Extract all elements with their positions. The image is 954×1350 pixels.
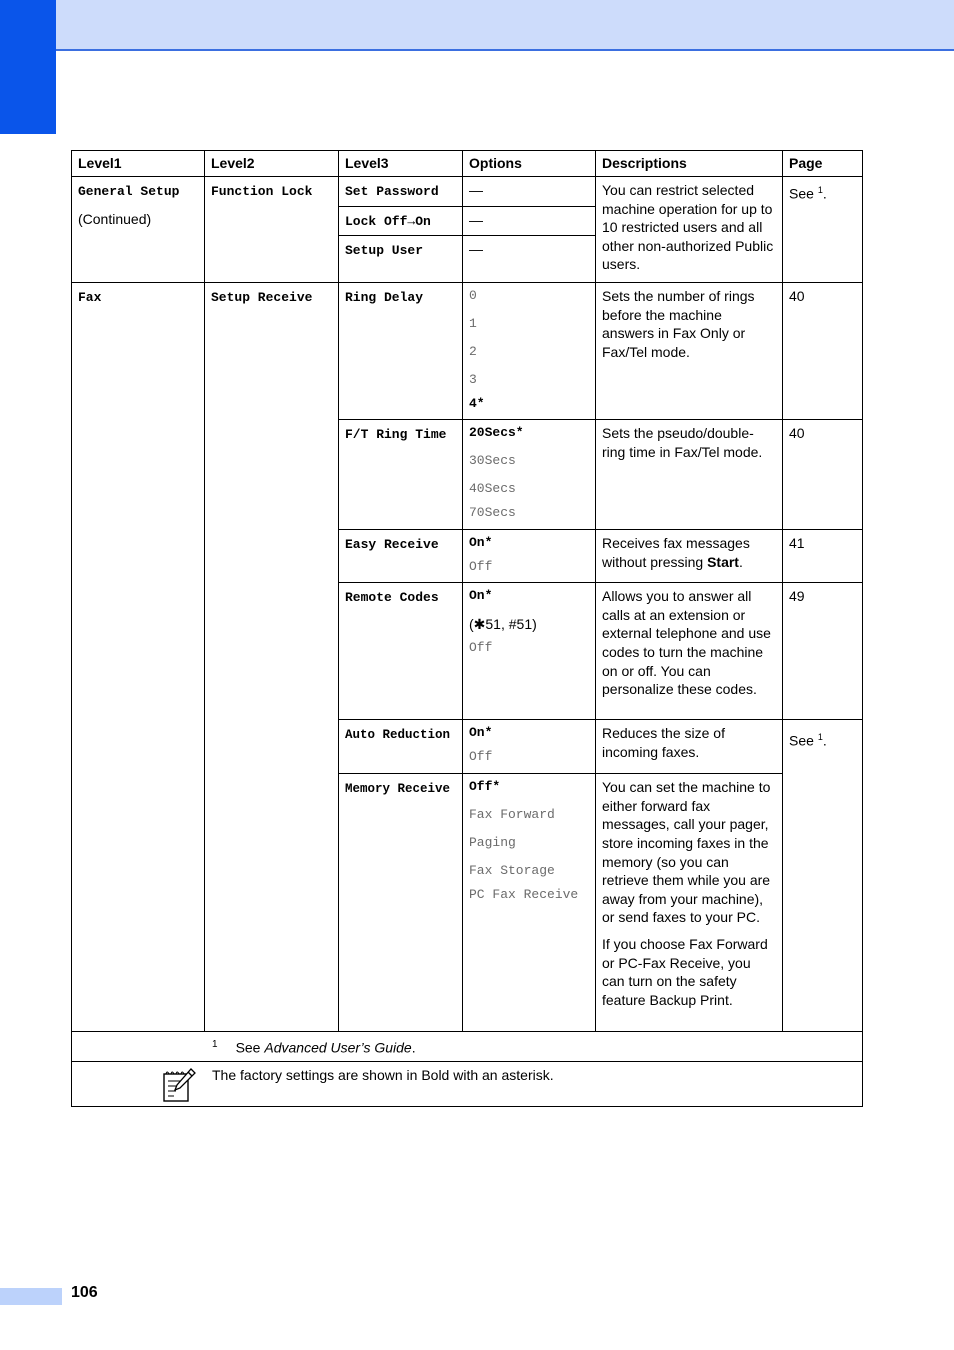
option-cell <box>463 177 596 207</box>
level3-cell <box>339 206 463 236</box>
option-cell <box>463 236 596 283</box>
level3-easy-receive: Easy Receive <box>345 537 439 553</box>
option-item-default: 4* <box>469 396 485 412</box>
col-header-options: Options <box>463 151 596 177</box>
option-item: 2 <box>469 344 477 360</box>
option-dash: — <box>469 211 483 228</box>
page-number: 106 <box>71 1284 98 1301</box>
level2-cell <box>205 177 339 283</box>
page-ref: 40 <box>789 288 805 305</box>
chapter-tab <box>0 0 56 134</box>
level3-cell <box>339 530 463 583</box>
header-band <box>0 0 954 51</box>
note-text: The factory settings are shown in Bold with an asterisk. <box>212 1067 554 1084</box>
option-item: 1 <box>469 316 477 332</box>
option-item: Fax Forward <box>469 807 555 823</box>
option-item: 0 <box>469 288 477 304</box>
page-cell <box>783 583 863 720</box>
level3-cell <box>339 420 463 530</box>
level3-ft-ring-time: F/T Ring Time <box>345 427 447 443</box>
page-ref: 49 <box>789 588 805 605</box>
settings-table <box>71 150 863 1107</box>
level3-cell <box>339 720 463 774</box>
page-cell <box>783 177 863 283</box>
option-cell <box>463 206 596 236</box>
note-row <box>72 1062 863 1107</box>
description-function-lock: You can restrict selected machine operation for up to 10 restricted users and all other non-authorized Public users. <box>602 182 774 273</box>
description-cell <box>596 720 783 774</box>
option-item-default: Off* <box>469 779 501 795</box>
description-cell <box>596 583 783 720</box>
table-row <box>72 283 863 420</box>
option-dash: — <box>469 182 483 198</box>
description-end: . <box>738 553 743 570</box>
option-item: Off <box>469 749 493 765</box>
option-item: Off <box>469 640 493 656</box>
description-ring-delay: Sets the number of rings before the machine answers in Fax Only or Fax/Tel mode. <box>602 288 755 360</box>
option-item: Off <box>469 559 493 575</box>
page-number-tab <box>0 1288 62 1305</box>
col-header-level1: Level1 <box>72 151 205 177</box>
option-cell <box>463 420 596 530</box>
level3-cell <box>339 177 463 207</box>
footnote <box>72 1032 863 1062</box>
option-item: PC Fax Receive <box>469 887 579 903</box>
level3-memory-receive: Memory Receive <box>345 782 451 797</box>
option-item-default: 20Secs* <box>469 425 524 441</box>
table-header-row <box>72 151 863 177</box>
level1-general-setup: General Setup <box>78 184 180 199</box>
option-item: Fax Storage <box>469 863 555 879</box>
page-dot: . <box>822 732 827 749</box>
col-header-descriptions: Descriptions <box>596 151 783 177</box>
option-item: 30Secs <box>469 453 516 469</box>
level3-cell <box>339 236 463 283</box>
option-item: Paging <box>469 835 516 851</box>
page-dot: . <box>822 185 827 202</box>
col-header-level2: Level2 <box>205 151 339 177</box>
option-item-default: On* <box>469 725 493 741</box>
footnote-pre: See <box>235 1039 265 1056</box>
page-ref: 40 <box>789 425 805 442</box>
level3-set-password: Set Password <box>345 184 439 199</box>
footnote-ref: 1 <box>817 185 823 195</box>
option-item: 3 <box>469 372 477 388</box>
option-codes: (✱51, #51) <box>469 616 537 633</box>
page-ref: 41 <box>789 535 805 552</box>
description-cell <box>596 530 783 583</box>
option-dash: — <box>469 241 483 258</box>
description-auto-reduction: Reduces the size of incoming faxes. <box>602 725 725 760</box>
option-item: 40Secs <box>469 481 516 497</box>
start-key-label: Start <box>707 553 739 570</box>
description-cell <box>596 283 783 420</box>
level3-setup-user: Setup User <box>345 243 424 259</box>
page-see: See <box>789 185 814 202</box>
page-cell <box>783 720 863 1032</box>
option-cell <box>463 530 596 583</box>
note <box>72 1062 863 1107</box>
level3-cell <box>339 774 463 1032</box>
level1-cell <box>72 283 205 1032</box>
description-easy-receive: Receives fax messages without pressing <box>602 535 750 570</box>
continued-label: (Continued) <box>78 210 152 227</box>
level3-lock-off-on: Lock Off→On <box>345 213 431 229</box>
option-cell <box>463 720 596 774</box>
footnote-post: . <box>411 1039 416 1056</box>
level2-cell <box>205 283 339 1032</box>
page-cell <box>783 420 863 530</box>
level3-auto-reduction: Auto Reduction <box>345 728 451 743</box>
description-remote-codes: Allows you to answer all calls at an extension or external telephone and use codes to turn the machine on or off. You can personalize these codes. <box>602 588 771 698</box>
option-item: 70Secs <box>469 505 516 521</box>
level2-function-lock: Function Lock <box>211 184 313 199</box>
level3-remote-codes: Remote Codes <box>345 590 439 606</box>
option-item-default: On* <box>469 588 493 604</box>
page-cell <box>783 530 863 583</box>
option-cell <box>463 283 596 420</box>
option-cell <box>463 774 596 1032</box>
level1-cell <box>72 177 205 283</box>
footnote-number: 1 <box>212 1039 218 1051</box>
description-memory-receive-note: If you choose Fax Forward or PC-Fax Receive, you can turn on the safety feature Backup Print. <box>602 935 768 1008</box>
level3-cell <box>339 583 463 720</box>
footnote-ref: 1 <box>817 732 823 743</box>
footnote-guide-title: Advanced User’s Guide <box>264 1039 412 1056</box>
level3-cell <box>339 283 463 420</box>
option-cell <box>463 583 596 720</box>
description-memory-receive: You can set the machine to either forward fax messages, call your pager, store incoming faxes in the memory (so you can retrieve them while you are away from your machine), or send faxes to your PC. <box>602 779 771 926</box>
col-header-page: Page <box>783 151 863 177</box>
description-cell <box>596 774 783 1032</box>
description-cell <box>596 420 783 530</box>
page-see: See <box>789 732 814 749</box>
description-ft-ring-time: Sets the pseudo/double-ring time in Fax/Tel mode. <box>602 425 763 460</box>
level2-setup-receive: Setup Receive <box>211 290 313 306</box>
level3-ring-delay: Ring Delay <box>345 290 424 306</box>
level1-fax: Fax <box>78 290 102 306</box>
option-item-default: On* <box>469 535 493 551</box>
note-pencil-icon <box>161 1067 197 1103</box>
footnote-row <box>72 1032 863 1062</box>
table-row <box>72 177 863 207</box>
description-cell <box>596 177 783 283</box>
page-cell <box>783 283 863 420</box>
col-header-level3: Level3 <box>339 151 463 177</box>
